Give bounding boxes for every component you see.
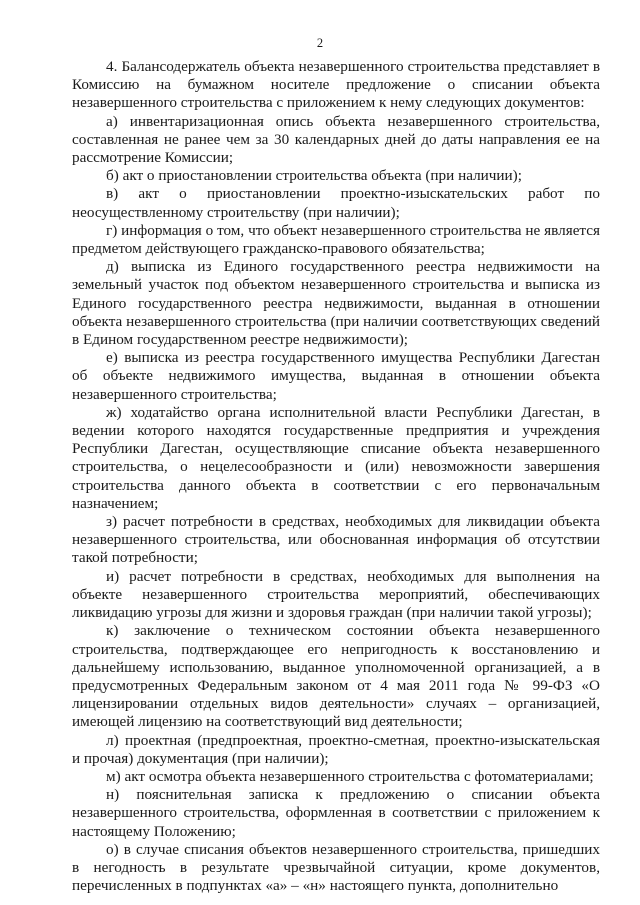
- subitem-zh: ж) ходатайство органа исполнительной власти Республики Дагестан, в ведении которого находятся государственные предприятия и учреждения Республики Дагестан, осуществляющие списание объекта незавершенного строительства, о нецелесообразности и (или) невозможности завершения строительства данного объекта в соответствии с его первоначальным назначением;: [72, 403, 600, 512]
- subitem-d: д) выписка из Единого государственного реестра недвижимости на земельный участок под объектом незавершенного строительства и выписка из Единого государственного реестра недвижимости, выданная в отношении объекта незавершенного строительства (при наличии соответствующих сведений в Едином государственном реестре недвижимости);: [72, 258, 600, 349]
- document-body: [72, 58, 600, 895]
- paragraph-item-4: 4. Балансодержатель объекта незавершенного строительства представляет в Комиссию на бумажном носителе предложение о списании объекта незавершенного строительства с приложением к нему следующих документов:: [72, 58, 600, 112]
- subitem-i: и) расчет потребности в средствах, необходимых для выполнения на объекте незавершенного строительства мероприятий, обеспечивающих ликвидацию угрозы для жизни и здоровья граждан (при наличии такой угрозы);: [72, 567, 600, 622]
- subitem-o: о) в случае списания объектов незавершенного строительства, пришедших в негодность в результате чрезвычайной ситуации, кроме документов, перечисленных в подпунктах «а» – «н» настоящего пункта, дополнительно: [72, 840, 600, 895]
- subitem-v: в) акт о приостановлении проектно-изыскательских работ по неосуществленному строительству (при наличии);: [72, 185, 600, 221]
- subitem-b: б) акт о приостановлении строительства объекта (при наличии);: [106, 167, 522, 185]
- subitem-n: н) пояснительная записка к предложению о списании объекта незавершенного строительства, оформленная в соответствии с приложением к настоящему Положению;: [72, 786, 600, 840]
- subitem-e: е) выписка из реестра государственного имущества Республики Дагестан об объекте недвижимого имущества, выданная в отношении объекта незавершенного строительства;: [72, 349, 600, 403]
- subitem-k: к) заключение о техническом состоянии объекта незавершенного строительства, подтверждающее его непригодность к восстановлению и дальнейшему использованию, выданное уполномоченной организацией, а в предусмотренных Федеральным законом от 4 мая 2011 года № 99-ФЗ «О лицензировании отдельных видов деятельности» случаях – организацией, имеющей лицензию на соответствующий вид деятельности;: [72, 622, 600, 731]
- subitem-z: з) расчет потребности в средствах, необходимых для ликвидации объекта незавершенного строительства, или обоснованная информация об отсутствии такой потребности;: [72, 513, 600, 567]
- subitem-m: м) акт осмотра объекта незавершенного строительства с фотоматериалами;: [106, 767, 594, 785]
- subitem-l: л) проектная (предпроектная, проектно-сметная, проектно-изыскательская и прочая) документация (при наличии);: [72, 731, 600, 767]
- subitem-g: г) информация о том, что объект незавершенного строительства не является предметом действующего гражданско-правового обязательства;: [72, 221, 600, 258]
- page-number: 2: [316, 36, 324, 50]
- subitem-a: а) инвентаризационная опись объекта незавершенного строительства, составленная не ранее чем за 30 календарных дней до даты направления ее на рассмотрение Комиссии;: [72, 112, 600, 167]
